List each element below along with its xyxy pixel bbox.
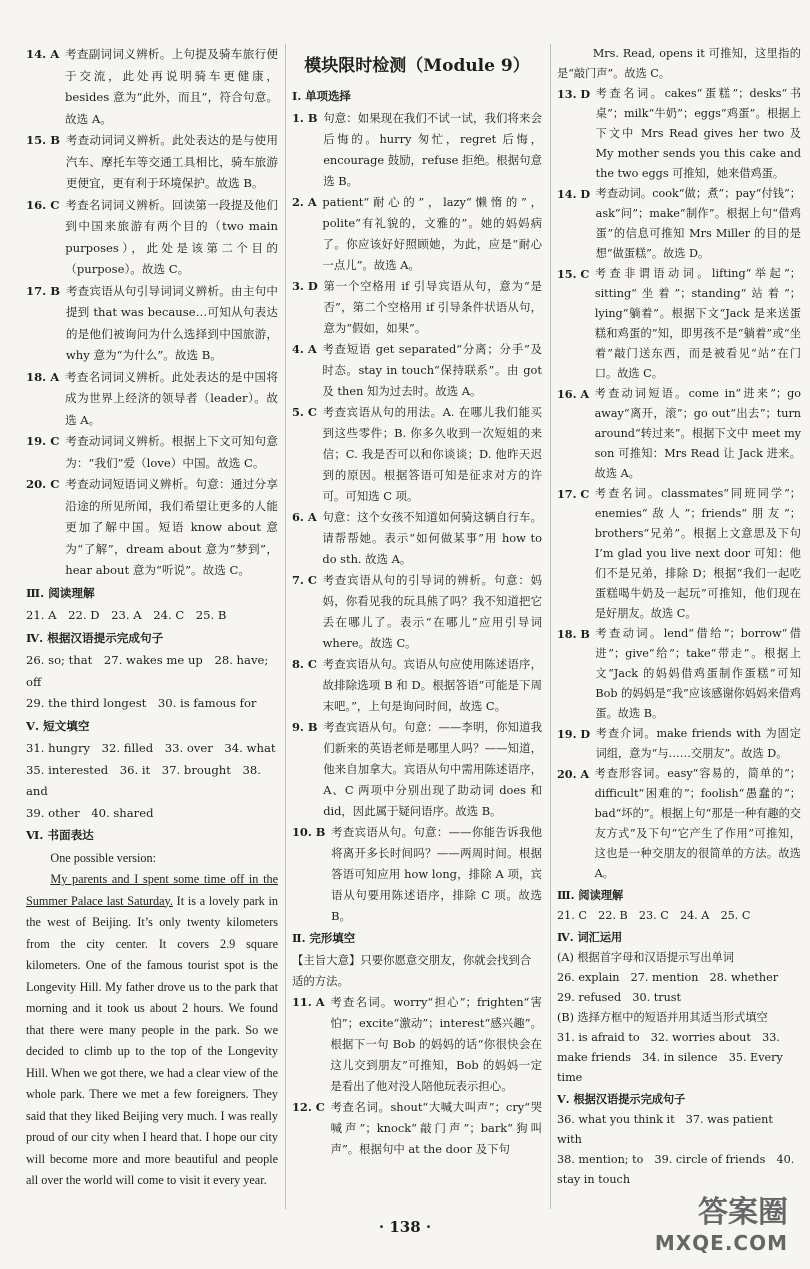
answer-line: 31. hungry 32. filled 33. over 34. what	[26, 741, 276, 755]
answer-item	[292, 108, 542, 192]
answer-number: 17. C	[557, 487, 590, 501]
watermark-url: MXQE.COM	[654, 1231, 788, 1255]
answer-number: 15. B	[26, 133, 61, 147]
column-middle	[292, 44, 542, 1160]
answer-item	[292, 992, 542, 1097]
answer-explanation: 考查名词词义辨析。此处表达的是中国将成为世界上经济的领导者（leader）。故选 A。	[65, 369, 278, 427]
answer-item	[292, 339, 542, 402]
answer-item	[26, 367, 278, 432]
column-left	[26, 44, 278, 1192]
column-right	[557, 44, 801, 1190]
answer-number: 1. B	[292, 111, 318, 125]
answer-number: 8. C	[292, 657, 317, 671]
answer-number: 16. C	[26, 197, 60, 212]
answer-line: 29. the third longest 30. is famous for	[26, 696, 257, 710]
answer-number: 15. C	[557, 267, 590, 281]
answer-item	[292, 717, 542, 822]
answer-explanation: 考查名词。cakes“蛋糕”；desks“书桌”；milk“牛奶”；eggs“鸡蛋”。根据上下文中 Mrs Read gives her two 及 My mother sends you this cake and the two eggs 可推知，她来借鸡蛋。	[595, 87, 801, 180]
answer-item	[26, 431, 278, 474]
answer-line: 26. so; that 27. wakes me up 28. have; off	[26, 653, 269, 689]
answer-explanation: 考查宾语从句引导词词义辨析。由主句中提到 that was because…可知从句表达的是他们被询问为什么选择到中国旅游，why 意为“为什么”。故选 B。	[65, 283, 278, 362]
answer-explanation: 考查动词。lend“借给”；borrow“借进”；give“给”；take“带走”。根据上文“Jack 的妈妈借鸡蛋制作蛋糕”可知 Bob 的妈妈是“我”应该感谢你妈妈来借鸡蛋。故选 B。	[595, 627, 801, 720]
answer-explanation: 考查介词。make friends with 为固定词组，意为“与……交朋友”。故选 D。	[595, 727, 801, 760]
answer-explanation: 考查动词词义辨析。此处表达的是与使用汽车、摩托车等交通工具相比，骑车旅游更便宜，更有利于环境保护。故选 B。	[65, 133, 278, 190]
answer-number: 19. D	[557, 727, 591, 741]
answer-item	[26, 44, 278, 130]
subsection-title: (A) 根据首字母和汉语提示写出单词	[557, 951, 734, 964]
answer-line: 38. mention; to 39. circle of friends 40. stay in touch	[557, 1153, 795, 1186]
answer-explanation: 考查动词短语。come in“进来”；go away“离开，滚”；go out“出去”；turn around“转过来”。根据下文中 meet my son 可推知：Mrs Read 让 Jack 进来。故选 A。	[594, 387, 801, 480]
section-title: Ⅳ. 词汇运用	[557, 930, 623, 944]
answer-list	[292, 108, 542, 927]
section-title: Ⅴ. 短文填空	[26, 718, 90, 733]
answer-number: 3. D	[292, 279, 318, 293]
answer-item	[292, 192, 542, 276]
section-title: Ⅰ. 单项选择	[292, 89, 351, 103]
answer-line: 26. explain 27. mention 28. whether	[557, 971, 779, 984]
answer-list	[26, 44, 278, 582]
answer-number: 17. B	[26, 283, 61, 298]
answer-explanation: patient“耐心的”，lazy“懒惰的”，polite“有礼貌的，文雅的”。她的妈妈病了。你应该好好照顾她，为此，应是“耐心一点儿”。故选 A。	[322, 195, 542, 272]
section-title: Ⅴ. 根据汉语提示完成句子	[557, 1092, 686, 1106]
section-title: Ⅱ. 完形填空	[292, 931, 356, 945]
answer-item	[557, 84, 801, 184]
continued-text: Mrs. Read, opens it 可推知，这里指的是“敲门声”。故选 C。	[557, 47, 801, 80]
answer-explanation: 考查名词。worry“担心”；frighten“害怕”；excite“激动”；interest“感兴趣”。根据下一句 Bob 的妈妈的话“你很快会在这儿交到朋友”可推知，Bob 的妈妈一定是看出了他对没人陪他玩表示担心。	[330, 995, 542, 1093]
section-title: Ⅲ. 阅读理解	[557, 888, 624, 902]
essay-underlined: My parents and I spent some time off in the Summer Palace last Saturday.	[26, 872, 278, 908]
answer-explanation: 考查短语 get separated“分离；分手”及时态。stay in touch“保持联系”。由 got 及 then 知为过去时。故选 A。	[322, 342, 542, 398]
answer-explanation: 考查宾语从句。句意：——你能告诉我他将离开多长时间吗？——两周时间。根据答语可知应用 how long，排除 A 项，宾语从句要用陈述语序，排除 C 项。故选 B。	[331, 825, 542, 923]
answer-number: 10. B	[292, 825, 326, 839]
answer-item	[557, 624, 801, 724]
subsection-title: (B) 选择方框中的短语并用其适当形式填空	[557, 1011, 768, 1024]
answer-number: 12. C	[292, 1100, 325, 1114]
answer-explanation: 句意：这个女孩不知道如何骑这辆自行车。请帮帮她。表示“如何做某事”用 how to do sth. 故选 A。	[322, 510, 542, 566]
answer-number: 9. B	[292, 720, 318, 734]
answer-explanation: 考查动词。cook“做；煮”；pay“付钱”；ask“问”；make“制作”。根据上句“借鸡蛋”的信息可推知 Mrs Miller 的目的是想“做蛋糕”。故选 D。	[595, 187, 801, 260]
answer-number: 14. D	[557, 187, 591, 201]
answer-explanation: 考查名词词义辨析。回读第一段提及他们到中国来旅游有两个目的（two main purposes），此处是该第二个目的（purpose）。故选 C。	[65, 197, 278, 276]
essay-paragraph	[26, 869, 278, 1192]
answer-explanation: 考查动词短语词义辨析。句意：通过分享沿途的所见所闻，我们希望让更多的人能更加了解中国。短语 know about 意为“了解”，dream about 意为“梦到”，hear about 意为“听说”。故选 C。	[65, 477, 278, 577]
answer-item	[26, 474, 278, 582]
answer-item	[557, 764, 801, 884]
essay-intro: One possible version:	[50, 850, 157, 865]
answer-number: 14. A	[26, 47, 60, 61]
answer-item	[292, 822, 542, 927]
answer-number: 6. A	[292, 510, 317, 524]
answer-number: 4. A	[292, 342, 317, 356]
answer-item	[292, 570, 542, 654]
answer-line: 31. is afraid to 32. worries about 33. make friends 34. in silence 35. Every time	[557, 1031, 783, 1084]
answer-line: 21. A 22. D 23. A 24. C 25. B	[26, 608, 227, 622]
answer-item	[26, 195, 278, 281]
column-divider	[285, 44, 286, 1209]
answer-explanation: 考查宾语从句。句意：——李明，你知道我们新来的英语老师是哪里人吗？——知道，他来自加拿大。宾语从句中需用陈述语序，A、C 两项中分别出现了助动词 does 和 did，因此属于疑问语序。故选 B。	[323, 720, 542, 818]
answer-number: 16. A	[557, 387, 590, 401]
answer-item	[292, 276, 542, 339]
section-title: Ⅳ. 根据汉语提示完成句子	[26, 630, 164, 645]
answer-item	[292, 507, 542, 570]
section-title: Ⅲ. 阅读理解	[26, 585, 95, 600]
answer-line: 39. other 40. shared	[26, 805, 154, 820]
answer-line: 21. C 22. B 23. C 24. A 25. C	[557, 909, 751, 922]
watermark-logo-text: 答案圈	[698, 1195, 788, 1230]
answer-line: 35. interested 36. it 37. brought 38. and	[26, 762, 261, 798]
answer-item	[557, 384, 801, 484]
answer-explanation: 考查形容词。easy“容易的，简单的”；difficult“困难的”；foolish“愚蠢的”；bad“坏的”。根据上句“那是一种有趣的交友方式”及下句“它产生了作用”可推知，这也是一种交朋友的很简单的方法。故选 A。	[594, 767, 801, 880]
column-divider	[550, 44, 551, 1209]
answer-item	[292, 402, 542, 507]
section-title: Ⅵ. 书面表达	[26, 828, 94, 842]
module-title: 模块限时检测（Module 9）	[304, 56, 530, 76]
essay-text: It is a lovely park in the west of Beijing. It’s only twenty kilometers from the city center. It covers 2.9 square kilometers. One of the famous tourist spot is the Longevity Hill. My father drove us to the park that morning and it took us about 2 hours. We found that there were many people in the park. So we decided to climb up to the top of the Longevity Hill. When we got there, we had a clear view of the whole park. There we met a few foreigners. They said that they liked Beijing very much. I was really proud of our city when I heard that. I hope our city will become more and more beautiful and people all over the world will come to visit it every year.	[26, 893, 278, 1187]
answer-explanation: 考查宾语从句。宾语从句应使用陈述语序，故排除选项 B 和 D。根据答语“可能是下周末吧。”，上句是询问时间，故选 C。	[322, 657, 542, 713]
answer-explanation: 句意：如果现在我们不试一试，我们将来会后悔的。hurry 匆忙，regret 后悔，encourage 鼓励，refuse 拒绝。根据句意选 B。	[323, 111, 542, 188]
answer-number: 19. C	[26, 434, 60, 448]
answer-explanation: 第一个空格用 if 引导宾语从句，意为“是否”，第二个空格用 if 引导条件状语从句，意为“假如，如果”。	[323, 279, 542, 335]
answer-explanation: 考查名词。shout“大喊大叫声”；cry“哭喊声”；knock“敲门声”；bark“狗叫声”。根据句中 at the door 及下句	[330, 1100, 542, 1156]
answer-number: 18. B	[557, 627, 590, 641]
answer-explanation: 考查副词词义辨析。上句提及骑车旅行便于交流，此处再说明骑车更健康，besides 意为“此外，而且”，符合句意。故选 A。	[65, 47, 278, 126]
answer-number: 13. D	[557, 87, 591, 101]
main-idea: 【主旨大意】只要你愿意交朋友，你就会找到合适的方法。	[292, 953, 532, 988]
answer-item	[26, 281, 278, 367]
answer-number: 11. A	[292, 995, 325, 1009]
answer-explanation: 考查非谓语动词。lifting“举起”；sitting“坐着”；standing“站着”；lying“躺着”。根据下文“Jack 是来送蛋糕和鸡蛋的”知，即男孩不是“躺着”或“坐着”敲门送东西，而是被看见“站”在门口。故选 C。	[594, 267, 801, 380]
answer-explanation: 考查宾语从句的引导词的辨析。句意：妈妈，你看见我的玩具熊了吗？我不知道把它丢在哪儿了。表示“在哪儿”应用引导词 where。故选 C。	[322, 573, 542, 650]
answer-item	[292, 1097, 542, 1160]
answer-line: 36. what you think it 37. was patient with	[557, 1113, 773, 1146]
answer-item	[557, 484, 801, 624]
page-number: · 138 ·	[378, 1218, 432, 1236]
answer-number: 7. C	[292, 573, 317, 587]
answer-number: 20. A	[557, 767, 590, 781]
answer-item	[557, 264, 801, 384]
answer-item	[292, 654, 542, 717]
answer-explanation: 考查名词。classmates“同班同学”；enemies“敌人”；friends“朋友”；brothers“兄弟”。根据上文意思及下句 I’m glad you live next door 可知：他们不是兄弟，排除 D；根据“我们一起吃蛋糕喝牛奶及一起玩”可推知，他们现在是好朋友。故选 C。	[594, 487, 801, 620]
answer-number: 20. C	[26, 477, 60, 491]
answer-item	[557, 724, 801, 764]
answer-explanation: 考查动词词义辨析。根据上下文可知句意为：“我们”爱（love）中国。故选 C。	[65, 434, 278, 470]
answer-item	[557, 184, 801, 264]
answer-list	[292, 992, 542, 1160]
answer-number: 18. A	[26, 369, 60, 384]
answer-number: 5. C	[292, 405, 317, 419]
answer-number: 2. A	[292, 195, 317, 209]
answer-item	[26, 130, 278, 195]
answer-line: 29. refused 30. trust	[557, 991, 682, 1004]
answer-explanation: 考查宾语从句的用法。A. 在哪儿我们能买到这些零件；B. 你多久收到一次短姐的来信；C. 我是否可以和你谈谈；D. 他昨天迟到的原因。根据答语可知是征求对方的许可。可知选 C 项。	[322, 405, 542, 503]
answer-list	[557, 84, 801, 884]
